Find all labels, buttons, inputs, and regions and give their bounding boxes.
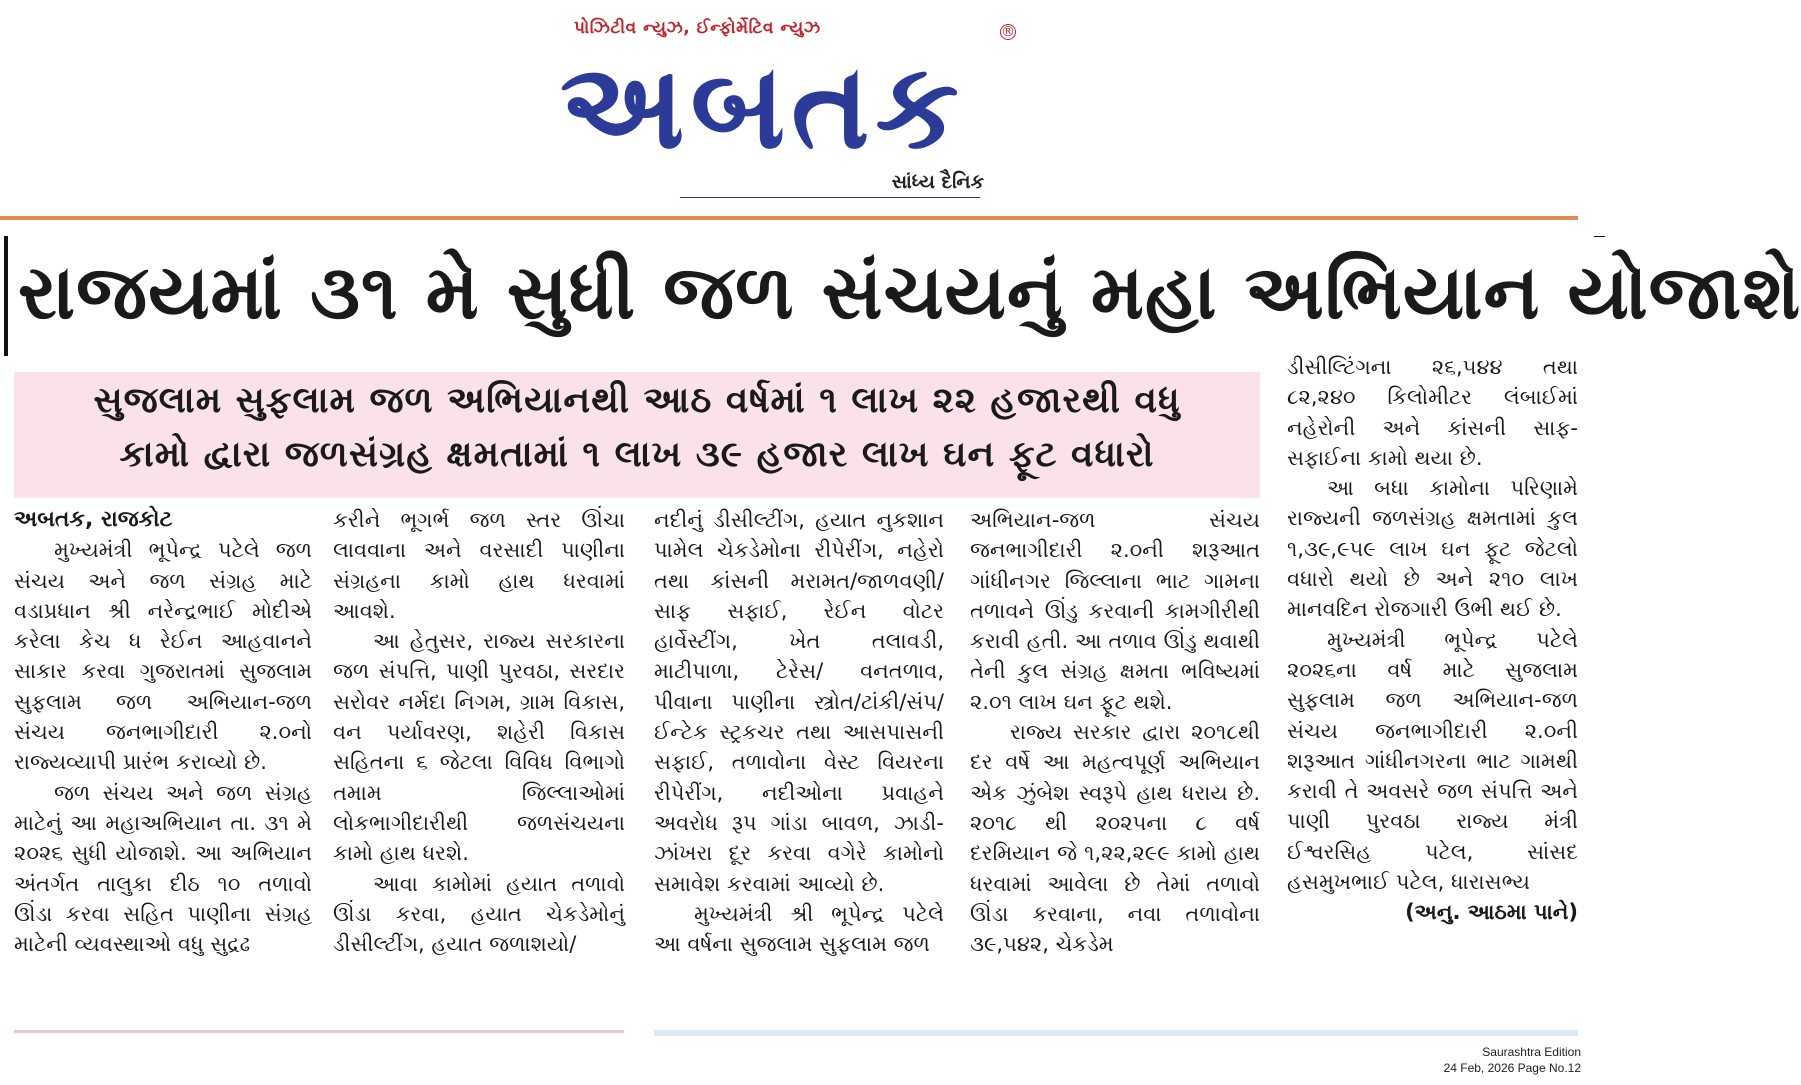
footer-edition <box>1444 1044 1581 1076</box>
continued-note: (અનુ. આઠમા પાને) <box>1405 900 1578 925</box>
article-paragraph: મુખ્યમંત્રી ભૂપેન્દ્ર પટેલે જળ સંચય અને જળ સંગ્રહ માટે વડાપ્રધાન શ્રી નરેન્દ્રભાઈ મોદીએ કરેલા કેચ ધ રેઈન આહવાનને સાકાર કરવા ગુજરાતમાં સુજલામ સુફલામ જળ અભિયાન-જળ સંચય જનભાગીદારી ૨.૦નો રાજ્યવ્યાપી પ્રારંભ કરાવ્યો છે. <box>14 538 312 775</box>
article-paragraph: ડીસીલ્ટિંગના ૨૬,૫૪૪ તથા ૮૨,૨૪૦ કિલોમીટર લંબાઈમાં નહેરોની અને કાંસની સાફ-સફાઈના કામો થયા છે. <box>1287 355 1578 470</box>
article-paragraph: જળ સંચય અને જળ સંગ્રહ માટેનું આ મહાઅભિયાન તા. ૩૧ મે ૨૦૨૬ સુધી યોજાશે. આ અભિયાન અંતર્ગત તાલુકા દીઠ ૧૦ તળાવો ઊંડા કરવા સહિત પાણીના સંગ્રહ માટેની વ્યવસ્થાઓ વધુ સુદ્રઢ <box>14 780 312 957</box>
article-column-5 <box>1287 352 1578 928</box>
masthead-tagline: પોઝિટીવ ન્યુઝ, ઈન્ફોર્મેટિવ ન્યુઝ <box>574 18 821 38</box>
article-paragraph: રાજ્ય સરકાર દ્વારા ૨૦૧૮થી દર વર્ષે આ મહત્વપૂર્ણ અભિયાન એક ઝુંબેશ સ્વરૂપે હાથ ધરાય છે. ૨૦૧૮ થી ૨૦૨૫ના ૮ વર્ષ દરમિયાન જે ૧,૨૨,૨૯૯ કામો હાથ ધરવામાં આવેલા છે તેમાં તળાવો ઊંડા કરવાના, નવા તળાવોના ૩૯,૫૪૨, ચેકડેમ <box>970 720 1260 957</box>
edition-label: સાંધ્ય દૈનિક <box>891 171 984 193</box>
article-paragraph: મુખ્યમંત્રી ભૂપેન્દ્ર પટેલે ૨૦૨૬ના વર્ષ માટે સુજલામ સુફલામ જળ અભિયાન-જળ સંચય જનભાગીદારી ૨.૦ની શરૂઆત ગાંધીનગરના ભાટ ગામથી કરાવી તે અવસરે જળ સંપત્તિ અને પાણી પુરવઠા રાજ્ય મંત્રી ઈશ્વરસિહ પટેલ, સાંસદ હસમુખભાઈ પટેલ, ધારાસભ્ય <box>1287 627 1578 895</box>
article-paragraph: આ બધા કામોના પરિણામે રાજ્યની જળસંગ્રહ ક્ષમતામાં કુલ ૧,૩૯,૯૫૯ લાખ ઘન ફૂટ જેટલો વધારો થયો છે અને ૨૧૦ લાખ માનવદિન રોજગારી ઉભી થઈ છે. <box>1287 476 1578 622</box>
bottom-rule-right <box>654 1030 1578 1036</box>
article-column-1 <box>14 505 312 959</box>
headline: રાજયમાં ૩૧ મે સુધી જળ સંચયનું મહા અભિયાન યોજાશે <box>18 248 1801 336</box>
article-column-3 <box>654 505 944 959</box>
footer-edition-name: Saurashtra Edition <box>1482 1045 1581 1059</box>
page-edge-mark <box>1594 236 1605 237</box>
article-paragraph: આવા કામોમાં હયાત તળાવો ઊંડા કરવા, હયાત ચેકડેમોનું ડીસીલ્ટીંગ, હયાત જળાશયો/ <box>333 871 625 957</box>
dateline: અબતક, રાજકોટ <box>14 507 173 532</box>
article-paragraph: નદીનું ડીસીલ્ટીંગ, હયાત નુકશાન પામેલ ચેકડેમોના રીપેરીંગ, નહેરો તથા કાંસની મરામત/જાળવણી/ સાફ સફાઈ, રેઈન વોટર હાર્વેસ્ટીંગ, ખેત તલાવડી, માટીપાળા, ટેરેસ/ વનતળાવ, પીવાના પાણીના સ્ત્રોત/ટાંકી/સંપ/ ઈન્ટેક સ્ટ્રકચર તથા આસપાસની સફાઈ, તળાવોના વેસ્ટ વિયરના રીપેરીંગ, નદીઓના પ્રવાહને અવરોધ રૂપ ગાંડા બાવળ, ઝાડી-ઝાંખરા દૂર કરવા વગેરે કામોનો સમાવેશ કરવામાં આવ્યો છે. <box>654 508 944 896</box>
registered-mark: ® <box>1001 24 1015 40</box>
article-paragraph: મુખ્યમંત્રી શ્રી ભૂપેન્દ્ર પટેલે આ વર્ષના સુજલામ સુફલામ જળ <box>654 901 944 957</box>
subheadline-box <box>14 372 1260 498</box>
bottom-rule-left <box>14 1030 624 1033</box>
headline-bar <box>4 236 8 356</box>
subheadline-line-2: કામો દ્વારા જળસંગ્રહ ક્ષમતામાં ૧ લાખ ૩૯ હજાર લાખ ઘન ફૂટ વધારો <box>119 434 1155 475</box>
article-column-2 <box>333 505 625 959</box>
newspaper-logo: અબતક <box>560 37 965 175</box>
masthead-rule <box>0 216 1578 220</box>
footer-date-page: 24 Feb, 2026 Page No.12 <box>1443 1061 1581 1075</box>
subheadline-line-1: સુજલામ સુફલામ જળ અભિયાનથી આઠ વર્ષમાં ૧ લાખ ૨૨ હજારથી વધુ <box>93 380 1181 421</box>
article-paragraph: કરીને ભૂગર્ભ જળ સ્તર ઊંચા લાવવાના અને વરસાદી પાણીના સંગ્રહના કામો હાથ ધરવામાં આવશે. <box>333 508 625 623</box>
article-column-4 <box>970 505 1260 959</box>
logo-underline <box>680 197 980 198</box>
masthead <box>560 14 1020 204</box>
article-paragraph: આ હેતુસર, રાજ્ય સરકારના જળ સંપત્તિ, પાણી પુરવઠા, સરદાર સરોવર નર્મદા નિગમ, ગ્રામ વિકાસ, વન પર્યાવરણ, શહેરી વિકાસ સહિતના ૬ જેટલા વિવિધ વિભાગો તમામ જિલ્લાઓમાં લોકભાગીદારીથી જળસંચયના કામો હાથ ધરશે. <box>333 629 625 866</box>
article-paragraph: અભિયાન-જળ સંચય જનભાગીદારી ૨.૦ની શરૂઆત ગાંધીનગર જિલ્લાના ભાટ ગામના તળાવને ઊંડુ કરવાની કામગીરીથી કરાવી હતી. આ તળાવ ઊંડુ થવાથી તેની કુલ સંગ્રહ ક્ષમતા ભવિષ્યમાં ૨.૦૧ લાખ ઘન ફૂટ થશે. <box>970 508 1260 714</box>
